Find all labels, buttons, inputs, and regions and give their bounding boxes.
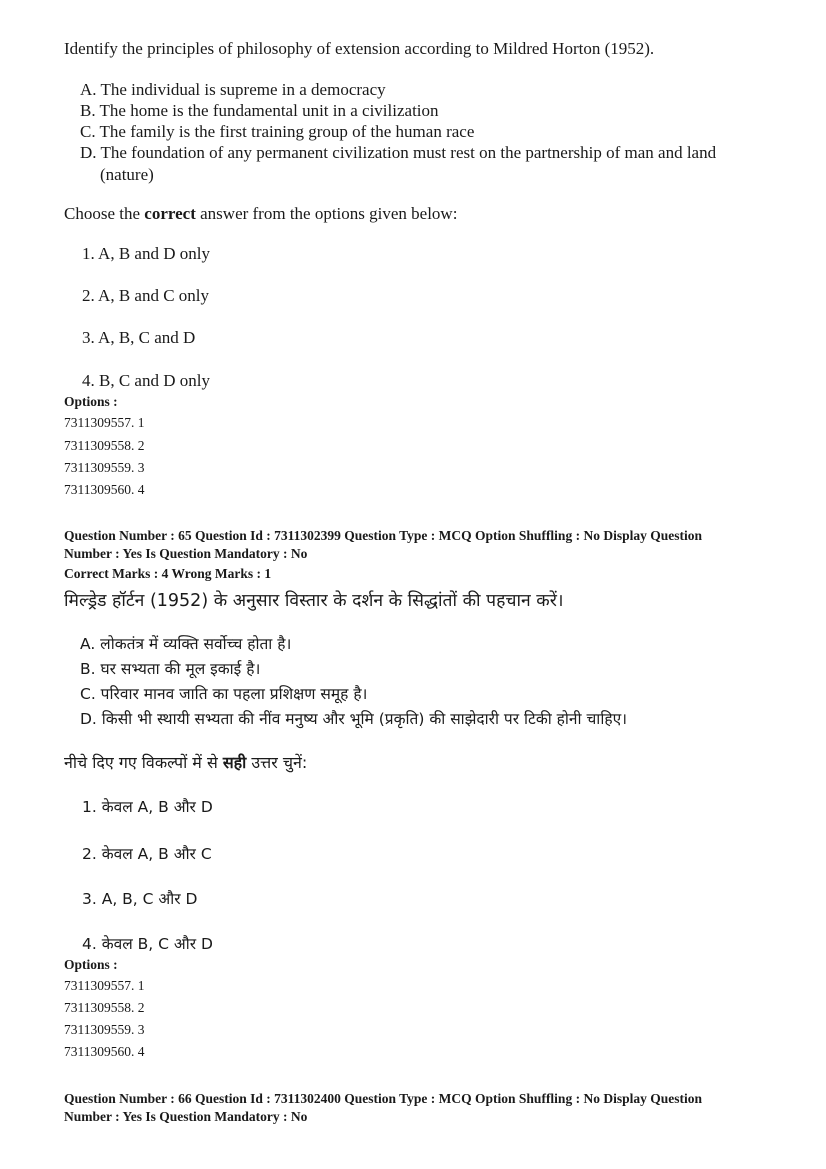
options-label-hi: Options : bbox=[64, 957, 118, 972]
choice-2: 2. A, B and C only bbox=[82, 286, 210, 305]
statement-text: The individual is supreme in a democracy bbox=[100, 80, 386, 99]
statement-hi-b: B. घर सभ्यता की मूल इकाई है। bbox=[80, 660, 261, 678]
question-marks: Correct Marks : 4 Wrong Marks : 1 bbox=[64, 566, 272, 581]
question-text-en: Identify the principles of philosophy of extension according to Mildred Horton (1952). bbox=[64, 39, 655, 58]
option-id: 7311309558. 2 bbox=[64, 438, 145, 453]
choice-1: 1. A, B and D only bbox=[82, 244, 210, 263]
option-id: 7311309560. 4 bbox=[64, 482, 145, 497]
statement-hi-a: A. लोकतंत्र में व्यक्ति सर्वोच्च होता है। bbox=[80, 635, 292, 653]
statement-text: The foundation of any permanent civilization must rest on the partnership of man and land bbox=[100, 143, 717, 162]
question-meta-line2: Number : Yes Is Question Mandatory : No bbox=[64, 546, 308, 561]
instruction-hi-pre: नीचे दिए गए विकल्पों में से bbox=[64, 753, 223, 772]
statement-d-continuation: (nature) bbox=[100, 165, 154, 184]
statement-hi-c: C. परिवार मानव जाति का पहला प्रशिक्षण समूह है। bbox=[80, 685, 368, 703]
choice-4: 4. B, C and D only bbox=[82, 371, 210, 390]
options-label: Options : bbox=[64, 394, 118, 409]
choice-hi-4: 4. केवल B, C और D bbox=[82, 935, 213, 953]
option-id: 7311309557. 1 bbox=[64, 978, 145, 993]
question-meta-line2: Number : Yes Is Question Mandatory : No bbox=[64, 1109, 308, 1124]
instruction-hi-post: उत्तर चुनें: bbox=[246, 753, 308, 772]
choice-hi-2: 2. केवल A, B और C bbox=[82, 845, 212, 863]
statement-d bbox=[80, 143, 716, 163]
instruction-en bbox=[64, 204, 457, 224]
question-meta-line1: Question Number : 66 Question Id : 7311302400 Question Type : MCQ Option Shuffling : No Display Question bbox=[64, 1091, 702, 1106]
statement-b bbox=[80, 101, 439, 121]
statement-text: The home is the fundamental unit in a civilization bbox=[99, 101, 439, 120]
option-id: 7311309557. 1 bbox=[64, 415, 145, 430]
statement-c bbox=[80, 122, 474, 142]
statement-hi-d: D. किसी भी स्थायी सभ्यता की नींव मनुष्य और भूमि (प्रकृति) की साझेदारी पर टिकी होनी चाहिए। bbox=[80, 710, 628, 728]
instruction-post: answer from the options given below: bbox=[195, 204, 458, 223]
statement-key: C. bbox=[80, 122, 96, 141]
statement-key: D. bbox=[80, 143, 97, 162]
question-text-hi: मिल्ड्रेड हॉर्टन (1952) के अनुसार विस्तार के दर्शन के सिद्धांतों की पहचान करें। bbox=[64, 591, 564, 611]
instruction-pre: Choose the bbox=[64, 204, 145, 223]
instruction-hi bbox=[64, 751, 307, 773]
instruction-bold: correct bbox=[144, 204, 196, 223]
option-id: 7311309559. 3 bbox=[64, 1022, 145, 1037]
statement-key: B. bbox=[80, 101, 96, 120]
option-id: 7311309560. 4 bbox=[64, 1044, 145, 1059]
choice-hi-1: 1. केवल A, B और D bbox=[82, 798, 213, 816]
choice-3: 3. A, B, C and D bbox=[82, 328, 196, 347]
option-id: 7311309558. 2 bbox=[64, 1000, 145, 1015]
statement-text: The family is the first training group of the human race bbox=[99, 122, 475, 141]
statement-key: A. bbox=[80, 80, 97, 99]
instruction-hi-bold: सही bbox=[222, 753, 247, 772]
statement-a bbox=[80, 80, 386, 100]
question-meta-line1: Question Number : 65 Question Id : 7311302399 Question Type : MCQ Option Shuffling : No Display Question bbox=[64, 528, 702, 543]
option-id: 7311309559. 3 bbox=[64, 460, 145, 475]
choice-hi-3: 3. A, B, C और D bbox=[82, 890, 198, 908]
